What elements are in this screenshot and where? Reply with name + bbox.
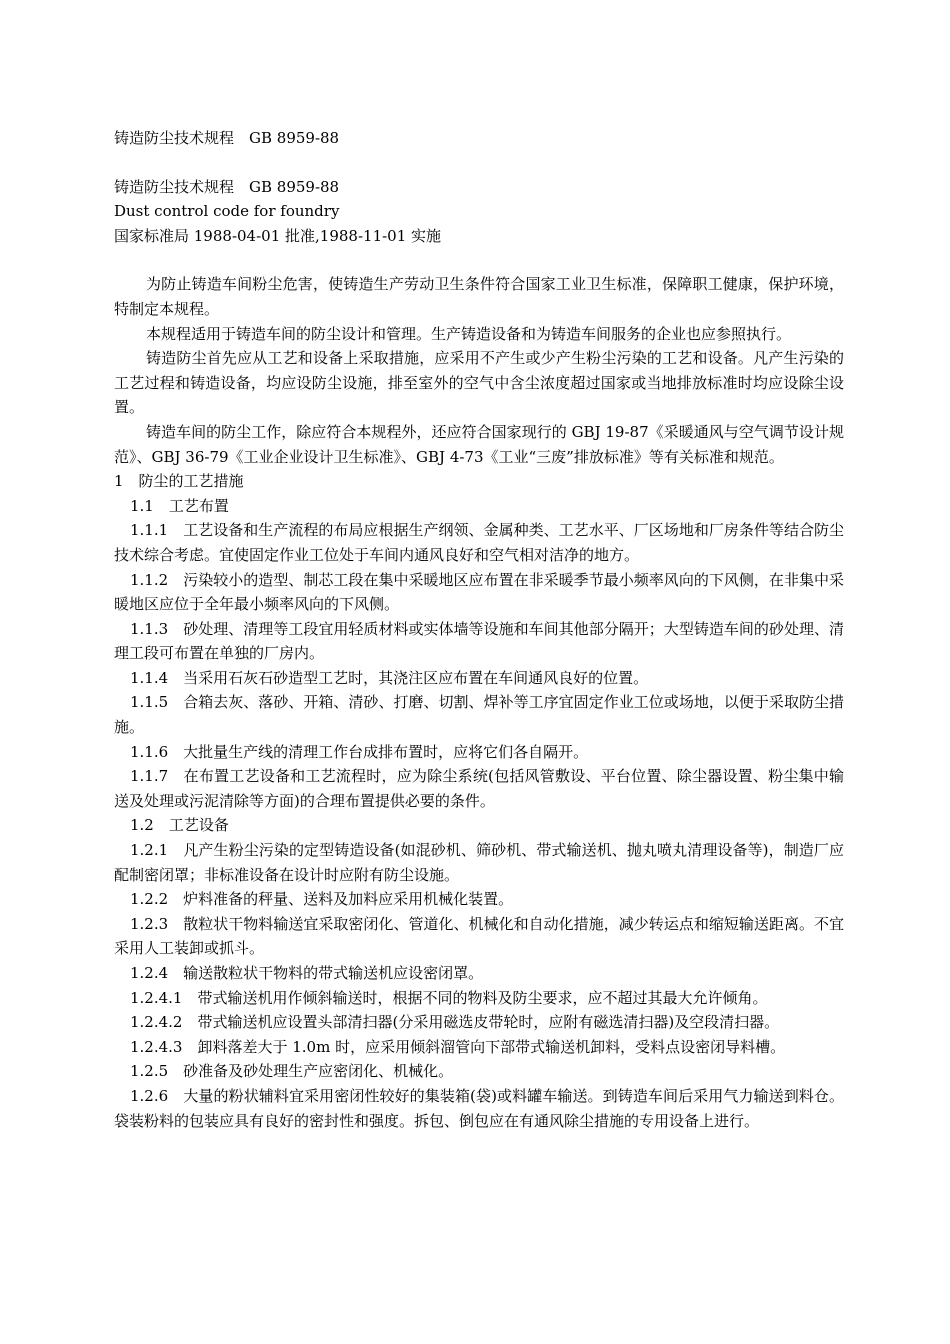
clause: 1.1.1 工艺设备和生产流程的布局应根据生产纲领、金属种类、工艺水平、厂区场地和厂房条件等结合防尘技术综合考虑。宜使固定作业工位处于车间内通风良好和空气相对洁净的地方。 [114,521,844,564]
clause: 1.1.4 当采用石灰石砂造型工艺时，其浇注区应布置在车间通风良好的位置。 [130,668,649,687]
intro-paragraph: 铸造车间的防尘工作，除应符合本规程外，还应符合国家现行的 GBJ 19-87《采暖通风与空气调节设计规范》、GBJ 36-79《工业企业设计卫生标准》、GBJ 4-73《工业“三废”排放标准》等有关标准和规范。 [114,422,844,466]
approval-line: 国家标准局 1988-04-01 批准,1988-11-01 实施 [114,226,442,245]
header-title: 铸造防尘技术规程 GB 8959-88 [114,129,340,147]
clause: 1.2.4 输送散粒状干物料的带式输送机应设密闭罩。 [130,964,484,982]
clause: 1.2.1 凡产生粉尘污染的定型铸造设备(如混砂机、筛砂机、带式输送机、抛丸喷丸清理设备等)，制造厂应配制密闭罩；非标准设备在设计时应附有防尘设施。 [114,841,844,884]
clause: 1.2.6 大量的粉状辅料宜采用密闭性较好的集装箱(袋)或料罐车输送。到铸造车间后采用气力输送到料仓。袋装粉料的包装应具有良好的密封性和强度。拆包、倒包应在有通风除尘措施的专用设备上进行。 [114,1086,844,1130]
intro-paragraph: 为防止铸造车间粉尘危害，使铸造生产劳动卫生条件符合国家工业卫生标准，保障职工健康，保护环境，特制定本规程。 [114,275,844,318]
spacer [114,248,844,272]
clause: 1.2.4.1 带式输送机用作倾斜输送时，根据不同的物料及防尘要求，应不超过其最大允许倾角。 [130,988,768,1007]
clause: 1.1.6 大批量生产线的清理工作台成排布置时，应将它们各自隔开。 [130,742,589,761]
intro-paragraph: 铸造防尘首先应从工艺和设备上采取措施，应采用不产生或少产生粉尘污染的工艺和设备。凡产生污染的工艺过程和铸造设备，均应设防尘设施，排至室外的空气中含尘浓度超过国家或当地排放标准时均应设除尘设置。 [114,349,844,417]
clause: 1.1.3 砂处理、清理等工段宜用轻质材料或实体墙等设施和车间其他部分隔开；大型铸造车间的砂处理、清理工段可布置在单独的厂房内。 [114,619,844,663]
clause: 1.2.5 砂准备及砂处理生产应密闭化、机械化。 [130,1062,454,1081]
subsection-heading: 1.2 工艺设备 [130,816,229,835]
clause: 1.1.5 合箱去灰、落砂、开箱、清砂、打磨、切割、焊补等工序宜固定作业工位或场地，以便于采取防尘措施。 [114,693,844,737]
spacer [114,151,844,175]
intro-paragraph: 本规程适用于铸造车间的防尘设计和管理。生产铸造设备和为铸造车间服务的企业也应参照执行。 [146,324,792,343]
clause: 1.2.4.3 卸料落差大于 1.0m 时，应采用倾斜溜管向下部带式输送机卸料，受料点设密闭导料槽。 [130,1037,786,1056]
subsection-heading: 1.1 工艺布置 [130,496,229,515]
document-body [114,126,844,1133]
clause: 1.2.3 散粒状干物料输送宜采取密闭化、管道化、机械化和自动化措施，减少转运点和缩短输送距离。不宜采用人工装卸或抓斗。 [114,914,844,958]
clause: 1.2.4.2 带式输送机应设置头部清扫器(分采用磁选皮带轮时，应附有磁选清扫器)及空段清扫器。 [130,1013,780,1032]
clause: 1.2.2 炉料准备的秤量、送料及加料应采用机械化装置。 [130,890,514,909]
clause: 1.1.2 污染较小的造型、制芯工段在集中采暖地区应布置在非采暖季节最小频率风向的下风侧，在非集中采暖地区应位于全年最小频率风向的下风侧。 [114,570,844,614]
clause: 1.1.7 在布置工艺设备和工艺流程时，应为除尘系统(包括风管敷设、平台位置、除尘器设置、粉尘集中输送及处理或污泥清除等方面)的合理布置提供必要的条件。 [114,767,844,810]
section-heading: 1 防尘的工艺措施 [114,472,244,491]
doc-title: 铸造防尘技术规程 GB 8959-88 [114,177,340,196]
english-title: Dust control code for foundry [114,202,340,221]
